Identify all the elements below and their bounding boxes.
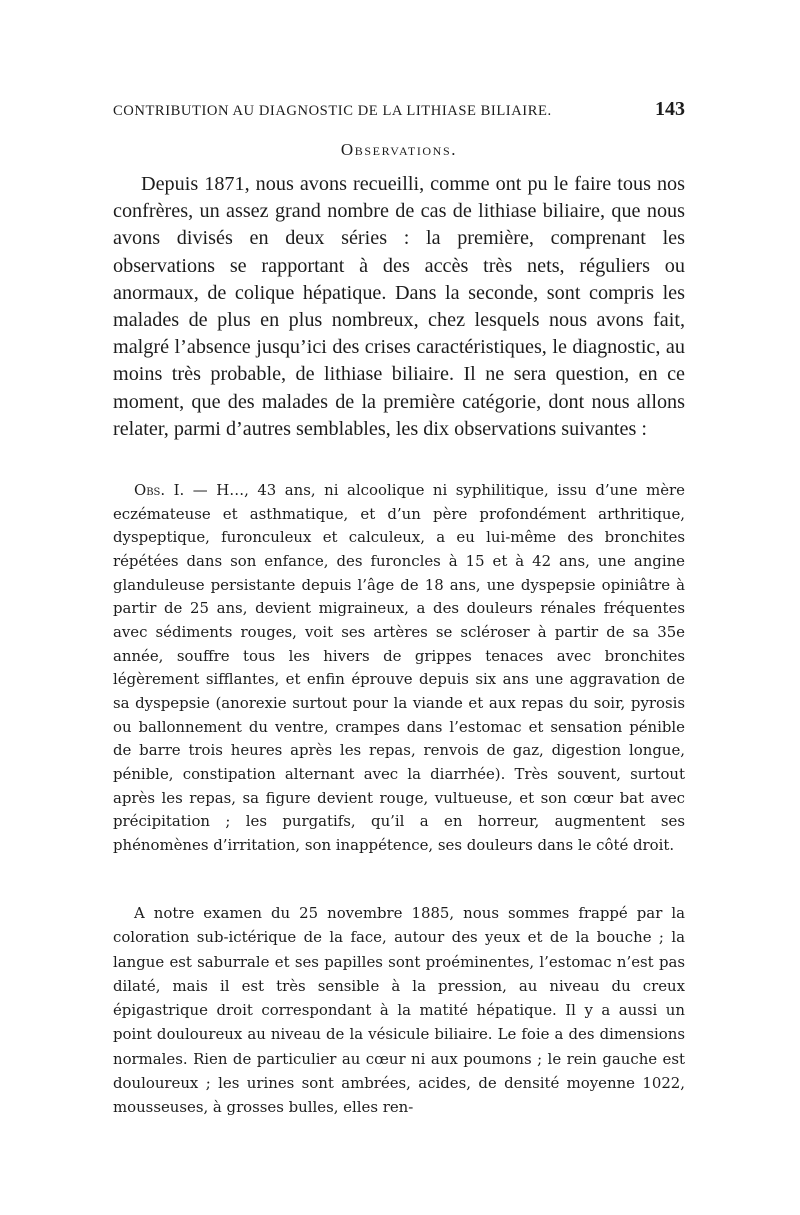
section-title: Observations. <box>340 140 458 159</box>
observation-paragraph <box>113 479 685 858</box>
page-number: 143 <box>655 98 685 120</box>
running-head <box>113 98 685 124</box>
observation-label: Obs. I. <box>134 481 185 499</box>
running-head-title: CONTRIBUTION AU DIAGNOSTIC DE LA LITHIASE BILIAIRE. <box>113 103 552 119</box>
intro-paragraph: Depuis 1871, nous avons recueilli, comme ont pu le faire tous nos confrères, un assez grand nombre de cas de lithiase biliaire, que nous avons divisés en deux séries : la première, comprenant les observations se rapportant à des accès très nets, réguliers ou anormaux, de colique hépatique. Dans la seconde, sont compris les malades de plus en plus nombreux, chez lesquels nous avons fait, malgré l’absence jusqu’ici des crises caractéristiques, le diagnostic, au moins très probable, de lithiase biliaire. Il ne sera question, en ce moment, que des malades de la première catégorie, dont nous allons relater, parmi d’autres semblables, les dix observations suivantes : <box>113 173 685 440</box>
observation-text: — H…, 43 ans, ni alcoolique ni syphilitique, issu d’une mère eczémateuse et asthmatique, et d’un père profondément arthritique, dyspeptique, furonculeux et calculeux, a eu lui-même des bronchites répétées dans son enfance, des furoncles à 15 et à 42 ans, une angine glanduleuse persistante depuis l’âge de 18 ans, une dyspepsie opiniâtre à partir de 25 ans, devient migraineux, a des douleurs rénales fréquentes avec sédiments rouges, voit ses artères se scléroser à partir de sa 35e année, souffre tous les hivers de grippes tenaces avec bronchites légèrement sifflantes, et enfin éprouve depuis six ans une aggravation de sa dyspepsie (anorexie surtout pour la viande et aux repas du soir, pyrosis ou ballonnement du ventre, crampes dans l’estomac et sensation pénible de barre trois heures après les repas, renvois de gaz, digestion longue, pénible, constipation alternant avec la diarrhée). Très souvent, surtout après les repas, sa figure devient rouge, vultueuse, et son cœur bat avec précipitation ; les purgatifs, qu’il a en horreur, augmentent ses phénomènes d’irritation, son inappétence, ses douleurs dans le côté droit. <box>113 481 685 854</box>
exam-paragraph: A notre examen du 25 novembre 1885, nous sommes frappé par la coloration sub-ictérique de la face, autour des yeux et de la bouche ; la langue est saburrale et ses papilles sont proéminentes, l’estomac n’est pas dilaté, mais il est très sensible à la pression, au niveau du creux épigastrique droit correspondant à la matité hépatique. Il y a aussi un point douloureux au niveau de la vésicule biliaire. Le foie a des dimensions normales. Rien de particulier au cœur ni aux poumons ; le rein gauche est douloureux ; les urines sont ambrées, acides, de densité moyenne 1022, mousseuses, à grosses bulles, elles ren- <box>113 904 685 1117</box>
